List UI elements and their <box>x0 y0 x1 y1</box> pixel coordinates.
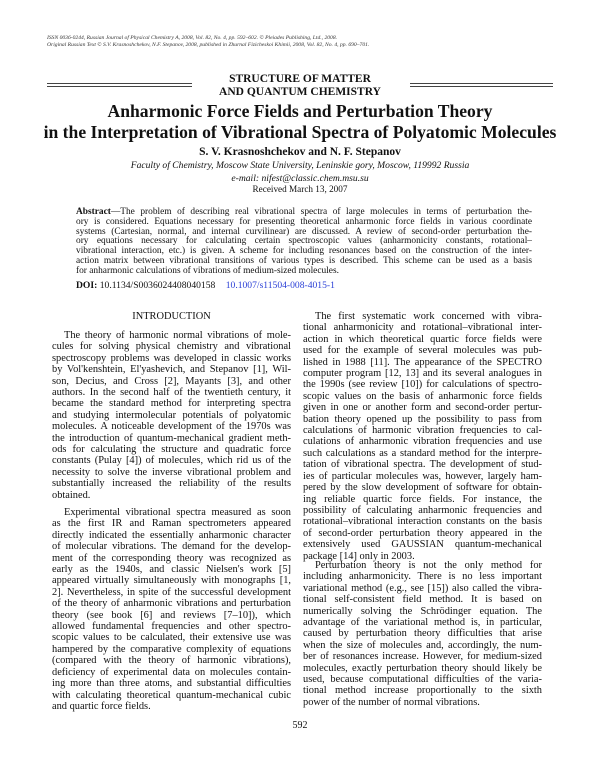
text-line: tional self-consistent field method. It is based on <box>303 594 542 606</box>
text-line: bation theory opened up the possibility to pass from <box>303 413 542 425</box>
text-line: lished in 1988 [11]. The appearance of the SPECTRO <box>303 356 542 368</box>
text-line: given in one or another form and second-order pertur- <box>303 402 542 414</box>
section-line-2: AND QUANTUM CHEMISTRY <box>219 85 381 98</box>
text-line: Perturbation theory is not the only method for <box>315 560 542 571</box>
text-line: of second-order perturbation theory appeared in the <box>303 527 542 539</box>
text-line: rotational–vibrational interaction constants on the basis <box>303 516 542 528</box>
text-line: authors. In the second half of the twentieth century, it <box>52 387 291 399</box>
text-line: constants (Pulay [4]) of molecules, which rid us of the <box>52 455 291 467</box>
text-line: and quartic force fields. <box>52 700 151 712</box>
text-line: of the theory of anharmonic vibrations and perturbation <box>52 598 291 610</box>
text-line: power of the number of normal vibrations. <box>303 696 480 708</box>
text-line: became the standard method for interpreting spectra <box>52 398 291 410</box>
paragraph <box>52 507 291 712</box>
text-line: with calculating theoretical quantum-mechanical cubic <box>52 689 291 701</box>
text-line: substantially increased the reliability of the results <box>52 478 291 490</box>
text-line: ing reliable quartic force fields. For instance, the <box>303 493 542 505</box>
paragraph <box>303 560 542 708</box>
text-line: directly indicated the essentially anharmonic character <box>52 529 291 541</box>
abstract-line: ory equations necessary for calculating certain spectroscopic values (anharmonicity constants, rotational– <box>76 236 532 247</box>
journal-section <box>0 73 600 98</box>
text-line: pered by the slow development of software for obtain- <box>303 482 542 494</box>
text-line: molecules. A noticeable development of the 1970s was <box>52 421 291 433</box>
doi-link[interactable]: 10.1007/s11504-008-4015-1 <box>225 280 335 291</box>
text-line: possibility of calculating anharmonic frequencies and <box>303 504 542 516</box>
text-line: ing more than three atoms, and substantial difficulties <box>52 678 291 690</box>
text-line: allowed fundamental frequencies and other spectro- <box>52 621 291 633</box>
title-line-1: Anharmonic Force Fields and Perturbation Theory <box>107 101 493 121</box>
text-line: cules for solving physical chemistry and vibrational <box>52 341 291 353</box>
text-line: Experimental vibrational spectra measured as soon <box>64 507 291 518</box>
text-line: the 1990s (see review [10]) for calculations of spectro- <box>303 379 542 391</box>
text-line: early as the 1940s, and classic Nielsen's work [5] <box>52 564 291 576</box>
abstract-line: systems (Cartesian, normal, and internal curvilinear) are discussed. A review of second-order perturbation the- <box>76 226 532 237</box>
text-line: appeared virtually simultaneously with monographs [1, <box>52 575 291 587</box>
section-line-1: STRUCTURE OF MATTER <box>229 73 371 85</box>
text-line: tation of vibrational spectra. The development of stud- <box>303 459 542 471</box>
text-line: calculations of harmonic vibration frequencies to cal- <box>303 425 542 437</box>
text-line: and studying intermolecular potentials of polyatomic <box>52 409 291 421</box>
text-line: the introduction of quantum-mechanical gradient meth- <box>52 432 291 444</box>
text-line: culations of anharmonic vibration frequencies and use <box>303 436 542 448</box>
text-line: molecules, exactly perturbation theory should likely be <box>303 662 542 674</box>
text-line: deficiency of experimental data on molecules contain- <box>52 666 291 678</box>
paragraph <box>52 330 291 501</box>
text-line: ies of particular molecules was, however, largely ham- <box>303 470 542 482</box>
text-line: computer program [12, 13] and its several analogues in <box>303 368 542 380</box>
text-line: (compared with the theory of harmonic vibrations), <box>52 655 291 667</box>
text-line: extensively used GAUSSIAN quantum-mechanical <box>303 539 542 551</box>
text-line: used, because computational difficulties of the varia- <box>303 674 542 686</box>
received-date: Received March 13, 2007 <box>252 184 348 194</box>
email: e-mail: nifest@classic.chem.msu.su <box>231 173 369 184</box>
text-line: as the first IR and Raman spectrometers appeared <box>52 518 291 530</box>
authors: S. V. Krasnoshchekov and N. F. Stepanov <box>199 146 401 158</box>
text-line: action in which theoretical quartic force fields were <box>303 333 542 345</box>
text-line: tional method increase proportionally to the sixth <box>303 685 542 697</box>
abstract-text: —The problem of describing real vibrational spectra of large molecules in terms of perturbation the- <box>110 207 532 217</box>
page-number: 592 <box>292 720 308 731</box>
text-line: tional anharmonicity and rotational–vibrational inter- <box>303 322 542 334</box>
paragraph <box>303 311 542 562</box>
text-line: variational method (e.g., see [15]) also called the vibra- <box>303 582 542 594</box>
paper-title <box>0 101 600 143</box>
text-line: The theory of harmonic normal vibrations of mole- <box>64 330 291 341</box>
title-line-2: in the Interpretation of Vibrational Spectra of Polyatomic Molecules <box>43 122 557 142</box>
text-line: when the size of molecules and, accordingly, the num- <box>303 639 542 651</box>
text-line: hampered by the comparative complexity of equations <box>52 643 291 655</box>
doi-value: 10.1134/S0036024408040158 <box>99 280 216 291</box>
abstract-line: ory is considered. Equations necessary for presenting theoretical anharmonic force fields in various coordinate <box>76 216 532 227</box>
text-line: caused by perturbation theory difficulties that arise <box>303 628 542 640</box>
text-line: scopic values on the basis of anharmonic force fields <box>303 390 542 402</box>
text-line: obtained. <box>52 489 91 501</box>
text-line: including anharmonicity. There is no less important <box>303 571 542 583</box>
original-text-line: Original Russian Text © S.V. Krasnoshchekov, N.F. Stepanov, 2008, published in Zhurnal Fizicheskoi Khimii, 2008, Vol. 82, No. 4, pp. 690–701. <box>47 42 370 48</box>
abstract-label: Abstract <box>76 207 111 217</box>
abstract-line: vibrational interaction, etc.) is given. A scheme for including resonances based on the construction of the inter- <box>76 246 532 256</box>
text-line: theory (see book [6] and reviews [7–10]), which <box>52 609 291 621</box>
text-line: such calculations as a standard method for the interpre- <box>303 447 542 459</box>
text-line: ods for calculating the structure and quadratic force <box>52 444 291 456</box>
doi-line <box>76 280 335 291</box>
text-line: used for the example of several molecules was pub- <box>303 345 542 357</box>
abstract <box>76 208 532 276</box>
text-line: ment of the corresponding theory was recognized as <box>52 552 291 564</box>
text-line: The first systematic work concerned with vibra- <box>315 311 542 322</box>
text-line: scopic values to be calculated, their extensive use was <box>52 632 291 644</box>
text-line: son, Decius, and Cross [2], Mayants [3], and other <box>52 375 291 387</box>
section-heading-introduction: INTRODUCTION <box>132 311 211 322</box>
text-line: spectroscopy problems was developed in classic works <box>52 352 291 364</box>
text-line: of molecular vibrations. The demand for the develop- <box>52 541 291 553</box>
abstract-line: action matrix between vibrational transitions of various types is described. This scheme can be used as a basis <box>76 255 532 266</box>
text-line: 2]. Nevertheless, in spite of the successful development <box>52 586 291 598</box>
text-line: advantage of the variational method is, in particular, <box>303 617 542 629</box>
affiliation: Faculty of Chemistry, Moscow State University, Leninskie gory, Moscow, 119992 Russia <box>130 160 470 171</box>
text-line: ber of resonances increase. However, for medium-sized <box>303 651 542 663</box>
text-line: by Vol'kenshtein, El'yashevich, and Stepanov [1], Wil- <box>52 364 291 376</box>
text-line: numerically solving the Schrödinger equation. The <box>303 605 542 617</box>
citation-line: ISSN 0036-0244, Russian Journal of Physical Chemistry A, 2008, Vol. 82, No. 4, pp. 592–602. © Pleiades Publishing, Ltd., 2008. <box>47 35 338 41</box>
doi-label: DOI: <box>76 280 98 291</box>
text-line: necessity to solve the inverse vibrational problem and <box>52 466 291 478</box>
text-line: package [14] only in 2003. <box>303 550 415 562</box>
abstract-line: for anharmonic calculations of vibrations of medium-sized molecules. <box>76 265 339 276</box>
